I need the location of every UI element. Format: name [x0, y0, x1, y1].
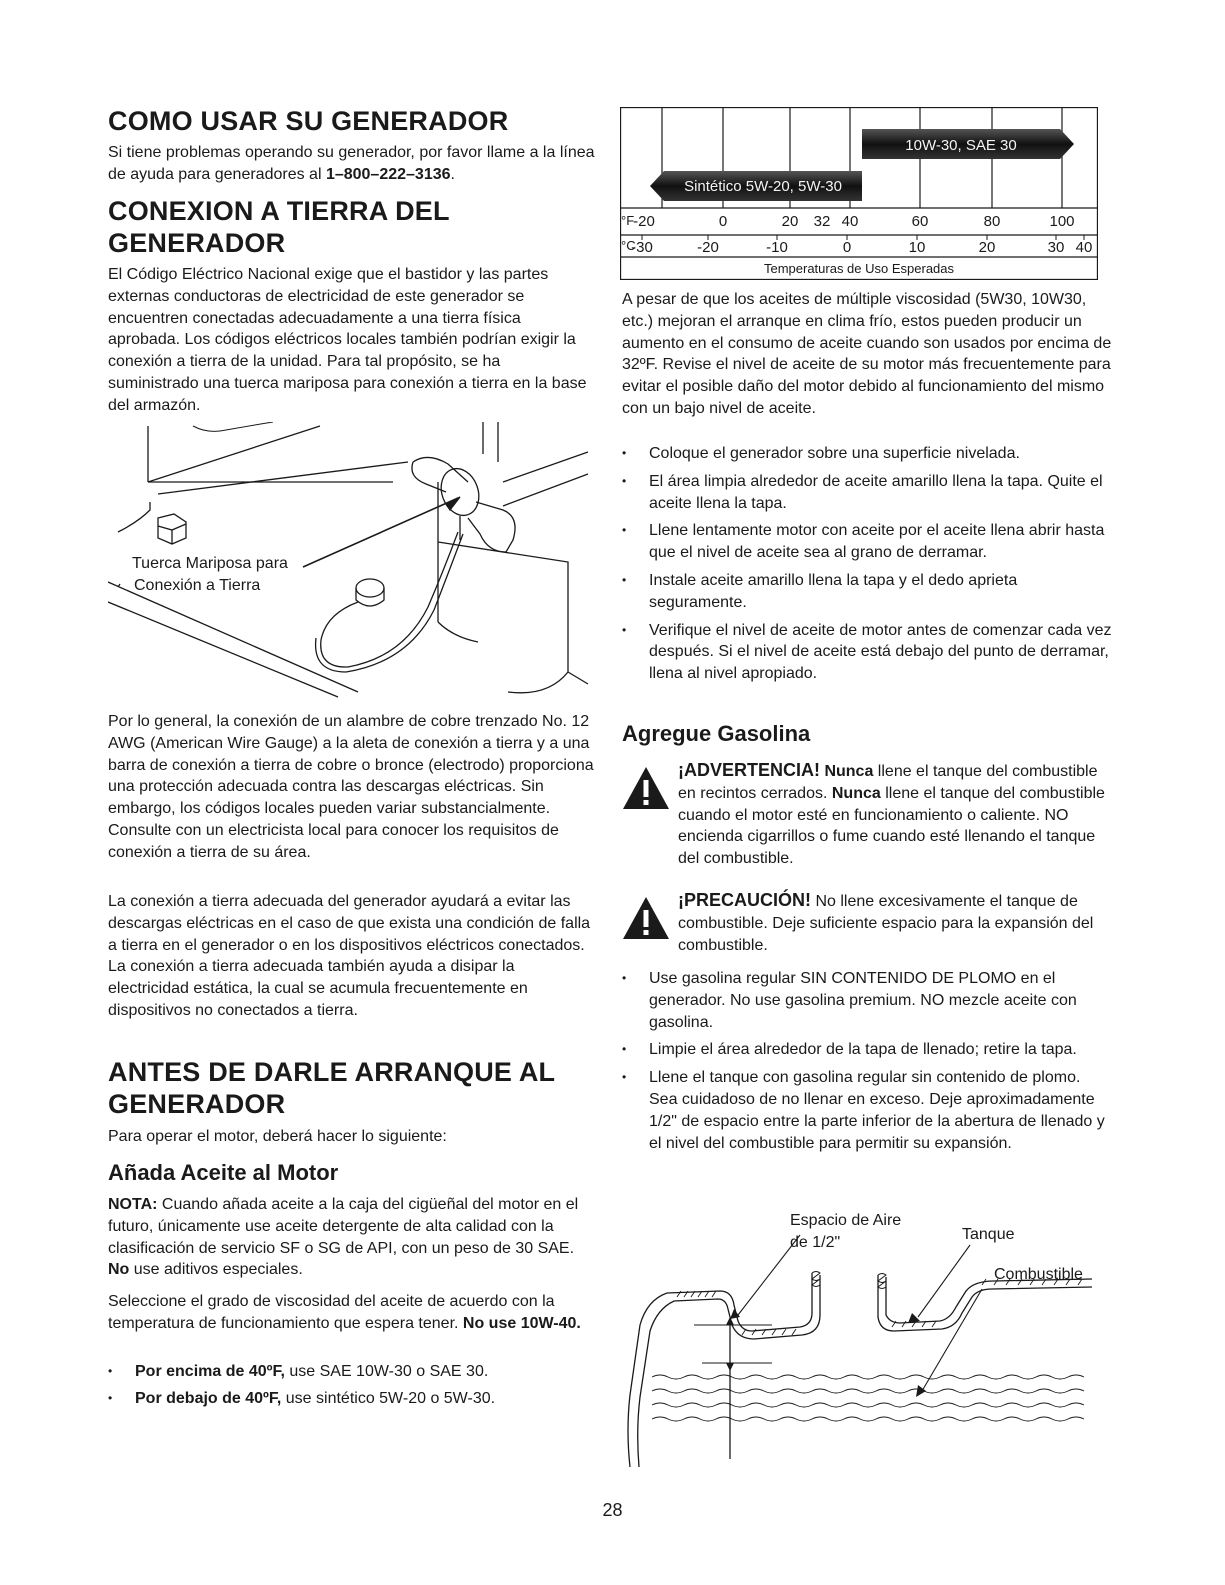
- f-tick-label: 32: [813, 213, 831, 230]
- list-item: • Por encima de 40ºF, use SAE 10W-30 o SAE 30.: [108, 1361, 595, 1383]
- warning-icon: [622, 766, 670, 810]
- band-10w30-label: 10W-30, SAE 30: [905, 137, 1017, 154]
- list-item: • Llene el tanque con gasolina regular sin contenido de plomo. Sea cuidadoso de no llenar en exceso. Deje aproximadamente 1/2" de espacio entre la parte inferior de la abertura de llenado y el nivel del combustible para permitir su expansión.: [622, 1067, 1112, 1154]
- fuel-steps-list: [622, 968, 1112, 1154]
- f-tick-label: 0: [718, 213, 728, 230]
- paragraph-helpline: Si tiene problemas operando su generador, por favor llame a la línea de ayuda para generadores al 1–800–222–3136.: [108, 144, 595, 183]
- fig-label-fuel: Combustible: [994, 1266, 1083, 1283]
- c-tick-label: 0: [842, 239, 852, 256]
- f-tick-label: 100: [1049, 213, 1075, 230]
- f-unit-label: °F: [621, 213, 635, 228]
- warning-block: [622, 760, 1112, 870]
- helpline-phone: 1–800–222–3136: [325, 165, 451, 183]
- list-item: • Verifique el nivel de aceite de motor antes de comenzar cada vez después. Si el nivel de aceite está debajo del punto de derramar, llena al nivel apropiado.: [622, 620, 1112, 685]
- fig-label-tank: Tanque: [962, 1226, 1015, 1243]
- heading-antes-line2: GENERADOR: [108, 1089, 286, 1119]
- warning-title: ¡ADVERTENCIA!: [678, 760, 820, 780]
- oil-grade-list: [108, 1361, 595, 1410]
- paragraph-seleccione: Seleccione el grado de viscosidad del aceite de acuerdo con la temperatura de funcionamiento que espera tener. No use 10W-40.: [108, 1293, 581, 1332]
- list-item: • Instale aceite amarillo llena la tapa y el dedo aprieta seguramente.: [622, 570, 1112, 614]
- f-tick-label: 80: [983, 213, 1001, 230]
- c-unit-label: °C: [621, 238, 636, 253]
- chart-caption: Temperaturas de Uso Esperadas: [763, 261, 955, 276]
- oil-steps-list: [622, 443, 1112, 685]
- list-item: • Coloque el generador sobre una superficie nivelada.: [622, 443, 1112, 465]
- f-tick-label: 60: [911, 213, 929, 230]
- paragraph-proper-ground: La conexión a tierra adecuada del generador ayudará a evitar las descargas eléctricas en el caso de que exista una condición de falla a tierra en el generador o en los dispositivos eléctricos conectados. La conexión a tierra adecuada también ayuda a disipar la electricidad estática, la cual se acumula frecuentemente en dispositivos no conectados a tierra.: [108, 893, 591, 1019]
- list-item: • El área limpia alrededor de aceite amarillo llena la tapa. Quite el aceite llena la tapa.: [622, 471, 1112, 515]
- list-item: • Use gasolina regular SIN CONTENIDO DE PLOMO en el generador. No use gasolina premium. NO mezcle aceite con gasolina.: [622, 968, 1112, 1033]
- warning-text: ¡ADVERTENCIA! Nunca llene el tanque del combustible en recintos cerrados. Nunca llene el tanque del combustible cuando el motor esté en funcionamiento o caliente. NO encienda cigarrillos o fume cuando esté llenando el tanque del combustible.: [678, 760, 1105, 868]
- heading-antes-line1: ANTES DE DARLE ARRANQUE AL: [108, 1057, 556, 1087]
- list-item: • Llene lentamente motor con aceite por el aceite llena abrir hasta que el nivel de aceite sea al grano de derramar.: [622, 520, 1112, 564]
- caution-icon: [622, 896, 670, 940]
- c-tick-label: 10: [908, 239, 926, 256]
- c-tick-label: -20: [697, 239, 719, 256]
- c-tick-label: 30: [1047, 239, 1065, 256]
- c-tick-label: -30: [631, 239, 653, 256]
- fuel-tank-figure: [622, 1205, 1112, 1467]
- f-tick-label: 20: [781, 213, 799, 230]
- paragraph-antes: Para operar el motor, deberá hacer lo siguiente:: [108, 1128, 447, 1145]
- c-tick-label: 20: [978, 239, 996, 256]
- list-item: • Por debajo de 40ºF, use sintético 5W-20 o 5W-30.: [108, 1388, 595, 1410]
- f-tick-label: 40: [841, 213, 859, 230]
- wing-nut-figure: [108, 422, 595, 704]
- viscosity-chart: [620, 107, 1098, 280]
- caution-title: ¡PRECAUCIÓN!: [678, 890, 811, 910]
- paragraph-nota: NOTA: Cuando añada aceite a la caja del cigüeñal del motor en el futuro, únicamente use aceite detergente de alta calidad con la clasificación de servicio SF o SG de API, con un peso de 30 SAE. No use aditivos especiales.: [108, 1196, 579, 1279]
- paragraph-a-pesar: A pesar de que los aceites de múltiple viscosidad (5W30, 10W30, etc.) mejoran el arranque en clima frío, estos pueden producir un aumento en el consumo de aceite cuando son usados por encima de 32ºF. Revise el nivel de aceite de su motor más frecuentemente para evitar el posible daño del motor debido al funcionamiento del mismo con un bajo nivel de aceite.: [622, 291, 1112, 417]
- paragraph-copper-wire: Por lo general, la conexión de un alambre de cobre trenzado No. 12 AWG (American Wire Gauge) a la aleta de conexión a tierra y a una barra de conexión a tierra de cobre o bronce (electrodo) proporciona una protección adecuada contra las descargas eléctricas. Sin embargo, los códigos locales pueden variar substancialmente. Consulte con un electricista local para conocer los requisitos de conexión a tierra de su área.: [108, 713, 594, 861]
- caution-block: [622, 890, 1112, 956]
- page-number: 28: [602, 1500, 623, 1520]
- paragraph-conexion: El Código Eléctrico Nacional exige que el bastidor y las partes externas conductoras de electricidad de este generador se encuentren conectadas adecuadamente a una tierra física aprobada. Los códigos eléctricos locales también podrían exigir la conexión a tierra de la unidad. Para tal propósito, se ha suministrado una tuerca mariposa para conexión a tierra en la base del armazón.: [108, 266, 587, 414]
- heading-add-gasoline: Agregue Gasolina: [622, 721, 811, 746]
- caution-text: ¡PRECAUCIÓN! No llene excesivamente el tanque de combustible. Deje suficiente espacio para la expansión del combustible.: [678, 890, 1094, 954]
- fig-label-ground-connection: Conexión a Tierra: [134, 577, 261, 594]
- f-tick-label: -20: [633, 213, 655, 230]
- band-synthetic-label: Sintético 5W-20, 5W-30: [684, 178, 842, 195]
- nota-label: NOTA:: [108, 1196, 158, 1213]
- c-tick-label: -10: [766, 239, 788, 256]
- fig-label-air-space: Espacio de Aire: [790, 1212, 902, 1229]
- heading-como-usar: COMO USAR SU GENERADOR: [108, 106, 509, 136]
- heading-add-oil: Añada Aceite al Motor: [108, 1160, 339, 1185]
- list-item: • Limpie el área alrededor de la tapa de llenado; retire la tapa.: [622, 1039, 1112, 1061]
- fig-label-half-inch: de 1/2": [790, 1234, 841, 1251]
- c-tick-label: 40: [1075, 239, 1093, 256]
- heading-conexion-line2: GENERADOR: [108, 228, 286, 258]
- heading-conexion-line1: CONEXION A TIERRA DEL: [108, 196, 450, 226]
- fig-label-wing-nut: Tuerca Mariposa para: [132, 555, 288, 572]
